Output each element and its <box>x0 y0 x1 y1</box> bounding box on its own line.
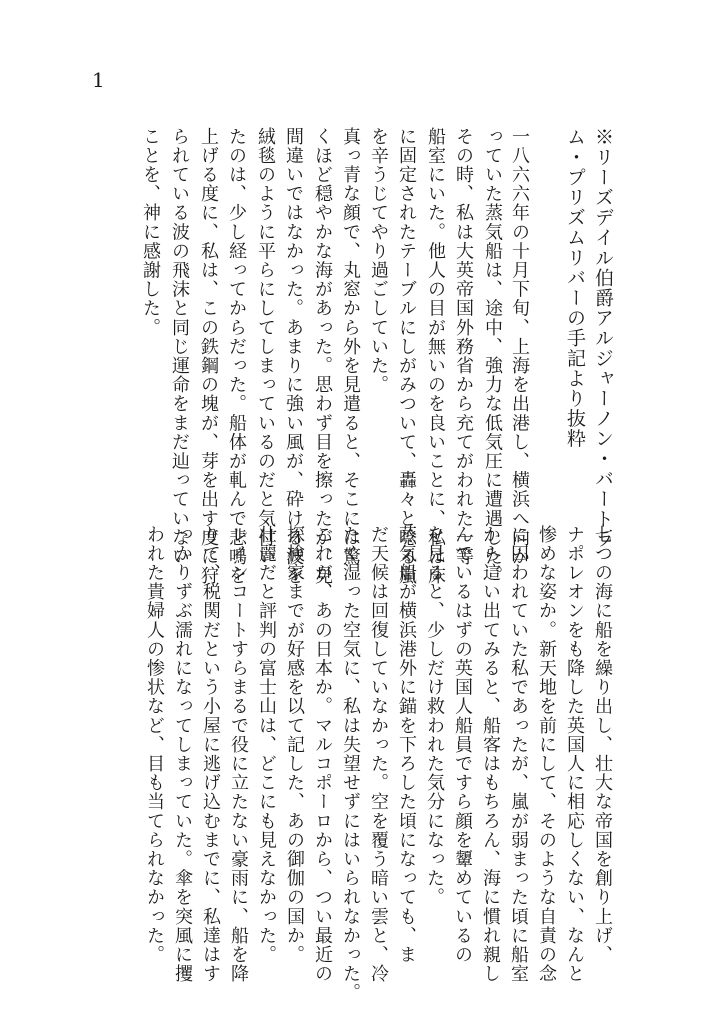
text-line: 一八六六年の十月下旬、上海を出港し、横浜へ向か <box>509 127 530 567</box>
text-line: その時、私は大英帝国外務省から充てがわれた一等 <box>453 127 474 567</box>
text-line: 上げる度に、私は、この鉄鋼の塊が、芽を出す度に狩 <box>198 127 219 586</box>
text-line: 間違いではなかった。あまりに強い風が、砕ける波を <box>283 127 304 586</box>
text-line: くほど穏やかな海があった。思わず目を擦ったが、見 <box>312 127 333 586</box>
text-line: りて、税関だという小屋に逃げ込むまでに、私達はす <box>200 525 221 984</box>
text-line: られている波の飛沫と同じ運命をまだ辿っていない <box>169 127 190 567</box>
text-line: ことを、神に感謝した。 <box>140 127 161 338</box>
page-number: 1 <box>92 68 105 92</box>
title-line: ム・プリズムリバーの手記より抜粋 <box>564 127 586 449</box>
text-line: っかりずぶ濡れになってしまっていた。傘を突風に攫 <box>172 525 193 984</box>
text-line: だ天候は回復していなかった。空を覆う暗い雲と、冷 <box>368 525 389 984</box>
text-line: から這い出てみると、船客はもちろん、海に慣れ親し <box>480 525 501 984</box>
text-line: っていた蒸気船は、途中、強力な低気圧に遭遇した。 <box>482 127 503 586</box>
text-line: を見ると、少しだけ救われた気分になった。 <box>424 525 445 907</box>
text-line: 壮麗だと評判の富士山は、どこにも見えなかった。 <box>256 525 277 965</box>
text-line: 蒸気船が横浜港外に錨を下ろした頃になっても、ま <box>396 525 417 965</box>
text-line: 真っ青な顔で、丸窓から外を見遣ると、そこには驚 <box>340 127 361 567</box>
text-line: われた貴婦人の惨状など、目も当てられなかった。 <box>144 525 165 965</box>
text-line: んでいるはずの英国人船員ですら顔を顰めているの <box>452 525 473 965</box>
text-line: 船室にいた。他人の目が無いのを良いことに、私は床 <box>425 127 446 586</box>
title-line: ※リーズデイル伯爵アルジャーノン・バートラ <box>592 127 614 550</box>
text-line: 絨毯のように平らにしてしまっているのだと気付い <box>255 127 276 567</box>
text-line: たく湿った空気に、私は失望せずにはいられなかった。 <box>340 525 361 1003</box>
text-line: レインコートすらまるで役に立たない豪雨に、船を降 <box>228 525 249 984</box>
text-line: 七つの海に船を繰り出し、壮大な帝国を創り上げ、 <box>592 525 613 965</box>
text-line: ナポレオンをも降した英国人に相応しくない、なんと <box>564 525 585 984</box>
text-line: これが、あの日本か。マルコポーロから、つい最近の <box>312 525 333 984</box>
text-line: 探検家までが好感を以て記した、あの御伽の国か。 <box>284 525 305 965</box>
text-line: たのは、少し経ってからだった。船体が軋んで悲鳴を <box>226 127 247 586</box>
text-line: に固定されたテーブルにしがみついて、轟々と唸る嵐 <box>396 127 417 586</box>
text-line: を辛うじてやり過ごしていた。 <box>368 127 389 395</box>
text-line: 惨めな姿か。新天地を前にして、そのような自責の念 <box>536 525 557 984</box>
text-line: に囚われていた私であったが、嵐が弱まった頃に船室 <box>508 525 529 984</box>
